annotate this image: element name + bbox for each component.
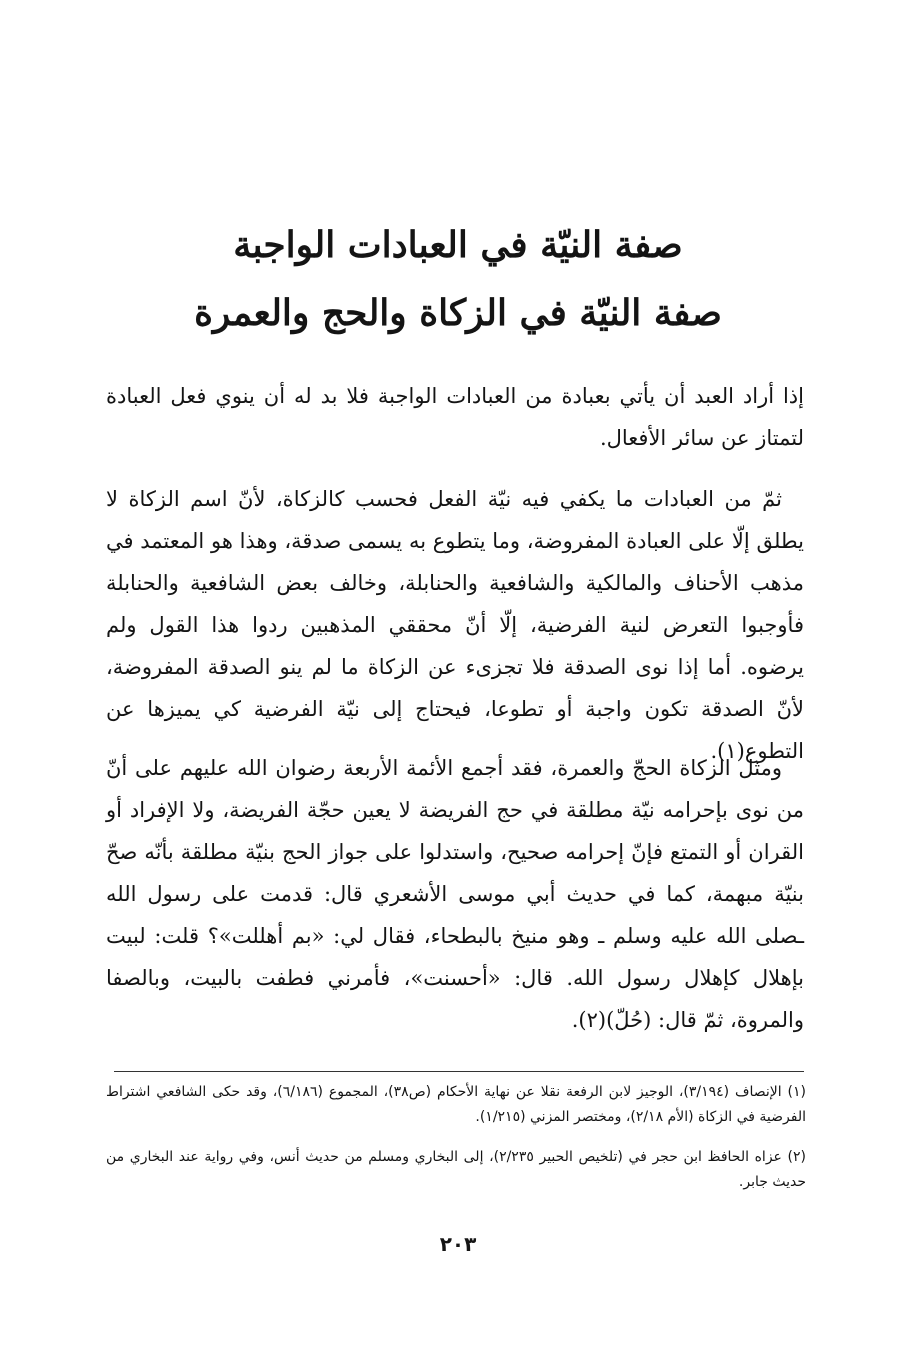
footnote-separator — [114, 1071, 804, 1072]
body-paragraph-1: إذا أراد العبد أن يأتي بعبادة من العبادات الواجبة فلا بد له أن ينوي فعل العبادة لتمتاز عن سائر الأفعال. — [106, 384, 804, 450]
body-paragraph-2: ثمّ من العبادات ما يكفي فيه نيّة الفعل فحسب كالزكاة، لأنّ اسم الزكاة لا يطلق إلّا على العبادة المفروضة، وما يتطوع به يسمى صدقة، وهذا هو المعتمد في مذهب الأحناف والمالكية والشافعية والحنابلة، وخالف بعض الشافعية والحنابلة فأوجبوا التعرض لنية الفرضية، إلّا أنّ محققي المذهبين ردوا هذا القول ولم يرضوه. أما إذا نوى الصدقة فلا تجزىء عن الزكاة ما لم ينو الصدقة المفروضة، لأنّ الصدقة تكون واجبة أو تطوعا، فيحتاج إلى نيّة الفرضية كي يميزها عن التطوع(١). — [106, 487, 804, 763]
page-number: ٢٠٣ — [439, 1232, 477, 1256]
footnote-2: (٢) عزاه الحافظ ابن حجر في (تلخيص الحبير ٢/٢٣٥)، إلى البخاري ومسلم من حديث أنس، وفي رواية عند البخاري من حديث جابر. — [106, 1149, 806, 1190]
footnote-1: (١) الإنصاف (٣/١٩٤)، الوجيز لابن الرفعة نقلا عن نهاية الأحكام (ص٣٨)، المجموع (٦/١٨٦)، وقد حكى الشافعي اشتراط الفرضية في الزكاة (الأم ٢/١٨)، ومختصر المزني (١/٢١٥). — [106, 1084, 807, 1125]
page-title: صفة النيّة في العبادات الواجبة — [233, 224, 683, 266]
page-subtitle: صفة النيّة في الزكاة والحج والعمرة — [194, 292, 722, 334]
body-paragraph-3: ومثل الزكاة الحجّ والعمرة، فقد أجمع الأئمة الأربعة رضوان الله عليهم على أنّ من نوى بإحرامه نيّة مطلقة في حج الفريضة لا يعين حجّة الفريضة، ولا الإفراد أو القران أو التمتع فإنّ إحرامه صحيح، واستدلوا على جواز الحج بنيّة مطلقة بأنّه صحّ بنيّة مبهمة، كما في حديث أبي موسى الأشعري قال: قدمت على رسول الله ـصلى الله عليه وسلم ـ وهو منيخ بالبطحاء، فقال لي: «بم أهللت»؟ قلت: لبيت بإهلال كإهلال رسول الله. قال: «أحسنت»، فأمرني فطفت بالبيت، وبالصفا والمروة، ثمّ قال: (حُلّ)(٢). — [106, 756, 804, 1032]
